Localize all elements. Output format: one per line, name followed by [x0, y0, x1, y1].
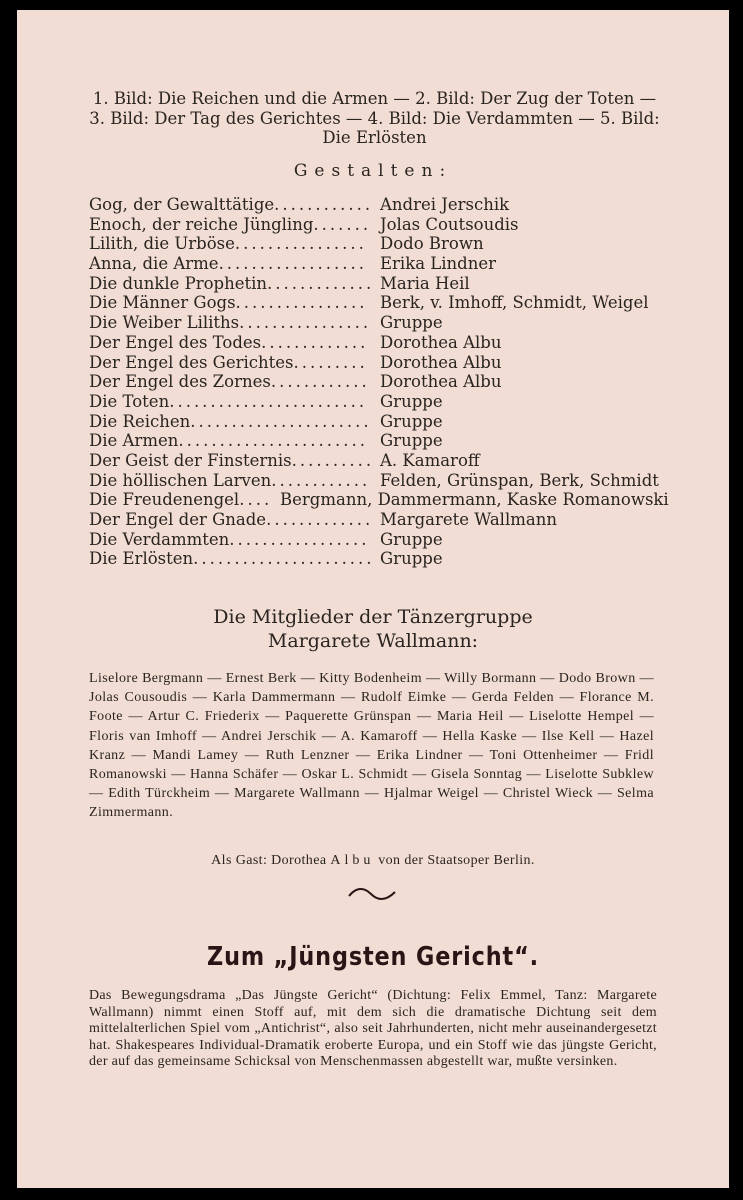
- guest-name: Albu: [330, 853, 375, 868]
- members-heading-line2: Margarete Wallmann:: [267, 630, 479, 652]
- cast-row: [89, 549, 669, 569]
- guest-prefix: Als Gast: Dorothea: [211, 853, 327, 868]
- cast-heading: Gestalten:: [293, 161, 453, 181]
- cast-role: Anna, die Arme: [89, 254, 219, 274]
- cast-role: Enoch, der reiche Jüngling: [89, 214, 314, 234]
- cast-role: Die Weiber Liliths: [89, 313, 240, 333]
- cast-role: Die Männer Gogs: [89, 293, 236, 313]
- leader-dots: ........................: [169, 391, 368, 411]
- cast-actor: Felden, Grünspan, Berk, Schmidt: [380, 470, 659, 490]
- cast-role: Lilith, die Urböse: [89, 234, 235, 254]
- cast-row: [89, 510, 669, 530]
- cast-actor: Gruppe: [380, 529, 443, 549]
- cast-role: Die dunkle Prophetin: [89, 273, 268, 293]
- cast-row: [89, 490, 669, 510]
- cast-actor: Gruppe: [380, 411, 443, 431]
- cast-actor: Gruppe: [380, 431, 443, 451]
- members-heading: [17, 605, 729, 653]
- cast-row: [89, 293, 669, 313]
- leader-dots: ................: [239, 313, 372, 333]
- article-title: Zum „Jüngsten Gericht“.: [207, 942, 539, 972]
- cast-actor: Dorothea Albu: [380, 372, 502, 392]
- cast-actor: Maria Heil: [380, 273, 470, 293]
- cast-actor: Gruppe: [380, 313, 443, 333]
- cast-actor: Gruppe: [380, 391, 443, 411]
- cast-actor: Margarete Wallmann: [380, 510, 557, 529]
- cast-row: [89, 372, 669, 392]
- cast-row: [89, 333, 669, 353]
- cast-role: Der Engel des Todes: [89, 332, 262, 352]
- cast-role: Die Armen: [89, 431, 179, 451]
- cast-role: Der Engel des Zornes: [89, 372, 271, 392]
- article-body: Das Bewegungsdrama „Das Jüngste Gericht“ (Dichtung: Felix Emmel, Tanz: Margarete Wallmann) nimmt einen Stoff auf, mit dem sich die dramatische Dichtung seit dem mittelalterlichen Spiel vom „Antichrist“, also seit Jahrhunderten, nicht mehr auseinandergesetzt hat. Shakespeares Individual-Dramatik eroberte Europa, und ein Stoff wie das jüngste Gericht, der auf das gemeinsame Schicksal von Menschenmassen abgestellt war, mußte versinken.: [89, 988, 657, 1069]
- leader-dots: ..........: [291, 450, 375, 470]
- cast-role: Der Geist der Finsternis: [89, 450, 292, 470]
- cast-list: [89, 195, 669, 569]
- cast-row: [89, 215, 669, 235]
- leader-dots: .........: [293, 352, 368, 372]
- cast-actor: Dorothea Albu: [380, 352, 502, 372]
- cast-role: Die Erlösten: [89, 549, 194, 569]
- cast-role: Die höllischen Larven: [89, 470, 272, 490]
- leader-dots: ............: [271, 470, 371, 490]
- cast-row: [89, 451, 669, 471]
- cast-role: Die Verdammten: [89, 529, 230, 549]
- cast-actor: Andrei Jerschik: [380, 195, 510, 214]
- cast-row: [89, 412, 669, 432]
- cast-actor: Bergmann, Dammermann, Kaske Romanowski: [280, 490, 669, 510]
- cast-actor: A. Kamaroff: [380, 450, 480, 470]
- members-heading-line1: Die Mitglieder der Tänzergruppe: [213, 606, 533, 628]
- cast-actor: Jolas Coutsoudis: [380, 214, 519, 234]
- cast-row: [89, 431, 669, 451]
- cast-row: [89, 471, 669, 491]
- guest-line: [17, 853, 729, 869]
- cast-role: Die Freudenengel: [89, 490, 240, 510]
- cast-row: [89, 195, 669, 215]
- leader-dots: ............: [274, 195, 374, 214]
- cast-role: Der Engel des Gerichtes: [89, 352, 294, 372]
- cast-actor: Erika Lindner: [380, 254, 496, 274]
- cast-actor: Berk, v. Imhoff, Schmidt, Weigel: [380, 293, 649, 313]
- scene-list: 1. Bild: Die Reichen und die Armen — 2. Bild: Der Zug der Toten — 3. Bild: Der Tag des Gerichtes — 4. Bild: Die Verdammten — 5. Bild: Die Erlösten: [89, 89, 660, 147]
- cast-role: Der Engel der Gnade: [89, 510, 267, 529]
- leader-dots: .................: [229, 529, 370, 549]
- leader-dots: ....: [239, 490, 273, 510]
- leader-dots: ..................: [218, 254, 367, 274]
- cast-role: Die Toten: [89, 391, 170, 411]
- cast-row: [89, 353, 669, 373]
- leader-dots: .............: [266, 510, 374, 529]
- cast-row: [89, 274, 669, 294]
- cast-role: Gog, der Gewalttätige: [89, 195, 275, 214]
- leader-dots: .............: [261, 332, 369, 352]
- cast-row: [89, 313, 669, 333]
- cast-actor: Gruppe: [380, 549, 443, 569]
- cast-row: [89, 392, 669, 412]
- leader-dots: ......................: [193, 549, 375, 569]
- leader-dots: .............: [267, 273, 375, 293]
- program-page: [17, 10, 729, 1188]
- cast-row: [89, 234, 669, 254]
- leader-dots: .......: [313, 214, 372, 234]
- guest-suffix: von der Staatsoper Berlin.: [378, 853, 535, 868]
- leader-dots: ............: [270, 372, 370, 392]
- cast-role: Die Reichen: [89, 411, 191, 431]
- cast-actor: Dorothea Albu: [380, 332, 502, 352]
- leader-dots: ................: [234, 234, 367, 254]
- cast-actor: Dodo Brown: [380, 234, 484, 254]
- leader-dots: ......................: [190, 411, 372, 431]
- members-list: Liselore Bergmann — Ernest Berk — Kitty Bodenheim — Willy Bormann — Dodo Brown — Jolas Cousoudis — Karla Dammermann — Rudolf Eimke — Gerda Felden — Florance M. Foote — Artur C. Friederix — Paquerette Grünspan — Maria Heil — Liselotte Hempel — Floris van Imhoff — Andrei Jerschik — A. Kamaroff — Hella Kaske — Ilse Kell — Hazel Kranz — Mandi Lamey — Ruth Lenzner — Erika Lindner — Toni Ottenheimer — Fridl Romanowski — Hanna Schäfer — Oskar L. Schmidt — Gisela Sonntag — Liselotte Subklew — Edith Türckheim — Margarete Wallmann — Hjalmar Weigel — Christel Wieck — Selma Zimmermann.: [89, 671, 654, 821]
- swash-ornament-icon: [347, 884, 397, 904]
- cast-row: [89, 254, 669, 274]
- leader-dots: ................: [235, 293, 368, 313]
- cast-row: [89, 530, 669, 550]
- leader-dots: .......................: [178, 431, 368, 451]
